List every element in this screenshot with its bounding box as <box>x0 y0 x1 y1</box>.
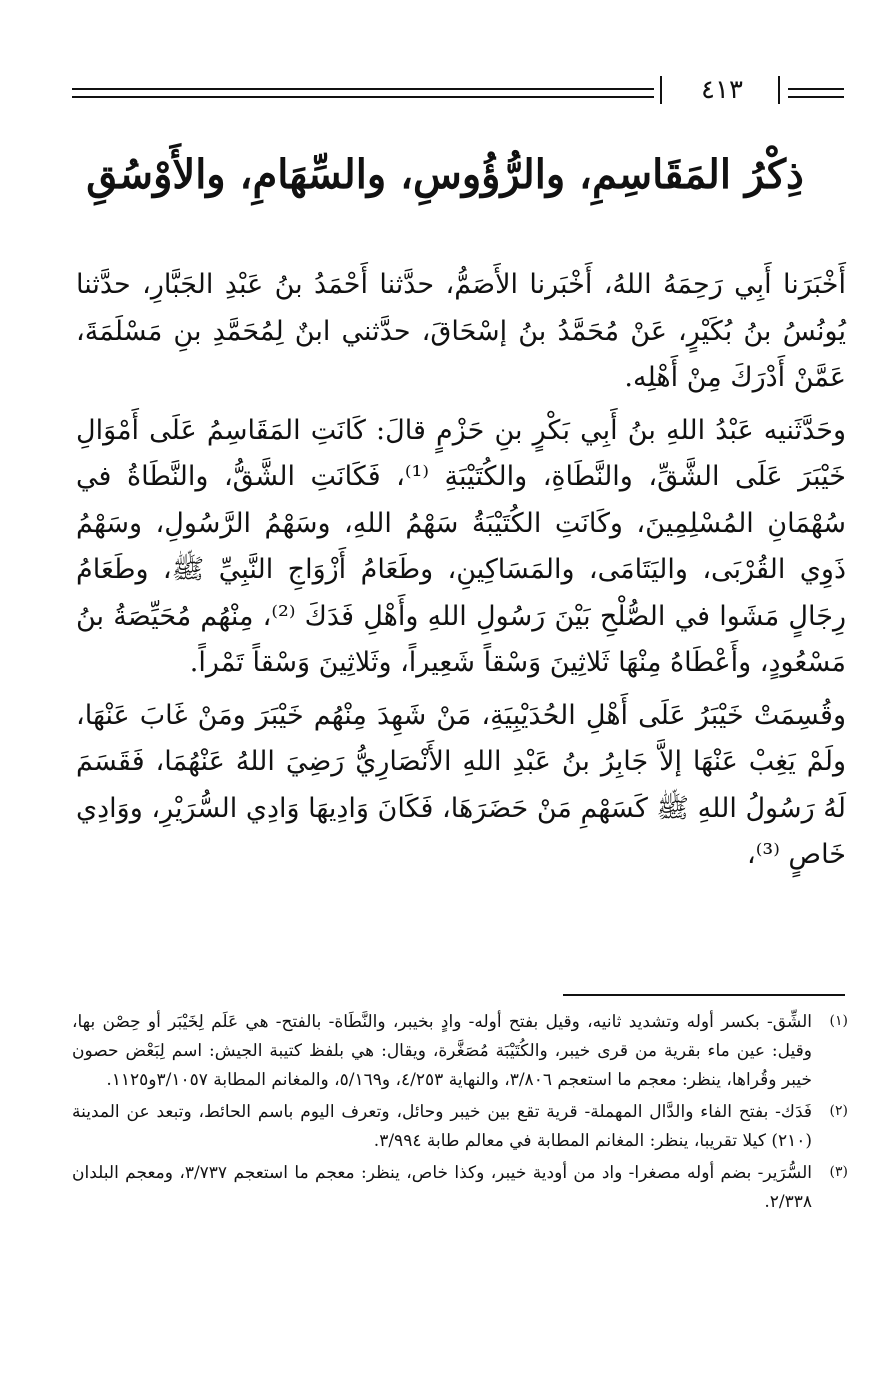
paragraph: وحَدَّثَنيه عَبْدُ اللهِ بنُ أَبِي بَكْرٍ بنِ حَزْمٍ قالَ: كَانَتِ المَقَاسِمُ عَلَى أَمْوَالِ خَيْبَرَ عَلَى الشَّقِّ، والنَّطَاةِ، والكُتَيْبَةِ ⁽¹⁾، فَكَانَتِ الشَّقُّ، والنَّطَاةُ في سُهْمَانِ المُسْلِمِينَ، وكَانَتِ الكُتَيْبَةُ سَهْمُ اللهِ، وسَهْمُ الرَّسُولِ، وسَهْمُ ذَوِي القُرْبَى، واليَتَامَى، والمَسَاكِينِ، وطَعَامُ أَزْوَاجِ النَّبِيِّ ﷺ، وطَعَامُ رِجَالٍ مَشَوا في الصُّلْحِ بَيْنَ رَسُولِ اللهِ وأَهْلِ فَدَكَ ⁽²⁾، مِنْهُم مُحَيِّصَةُ بنُ مَسْعُودٍ، وأَعْطَاهُ مِنْهَا ثَلاثِينَ وَسْقاً شَعِيراً، وثَلاثِينَ وَسْقاً تَمْراً. <box>76 414 846 678</box>
footnote-marker: (٢) <box>829 1103 848 1119</box>
paragraph: أَخْبَرَنا أَبِي رَحِمَهُ اللهُ، أَخْبَرنا الأَصَمُّ، حدَّثنا أَحْمَدُ بنُ عَبْدِ الجَبَّارِ، حدَّثنا يُونُسُ بنُ بُكَيْرٍ، عَنْ مُحَمَّدُ بنُ إسْحَاقَ، حدَّثني ابنٌ لِمُحَمَّدِ بنِ مَسْلَمَةَ، عَمَّنْ أَدْرَكَ مِنْ أَهْلِه. <box>76 269 846 393</box>
header-rule-left <box>72 88 654 98</box>
footnotes <box>72 1008 848 1220</box>
chapter-title: ذِكْرُ المَقَاسِمِ، والرُّؤُوسِ، والسِّهَامِ، والأَوْسُقِ <box>86 151 804 198</box>
footnote-separator <box>563 994 845 996</box>
footnote-marker: (٣) <box>829 1164 848 1180</box>
paragraph: وقُسِمَتْ خَيْبَرُ عَلَى أَهْلِ الحُدَيْبِيَةِ، مَنْ شَهِدَ مِنْهُم خَيْبَرَ ومَنْ غَابَ عَنْهَا، ولَمْ يَغِبْ عَنْهَا إلاَّ جَابِرُ بنُ عَبْدِ اللهِ الأَنْصَارِيُّ رَضِيَ اللهُ عَنْهُمَا، فَقَسَمَ لَهُ رَسُولُ اللهِ ﷺ كَسَهْمِ مَنْ حَضَرَهَا، فَكَانَ وَادِيهَا وَادِي السُّرَيْرِ، ووَادِي خَاصٍ ⁽³⁾، <box>76 699 846 870</box>
main-text <box>76 262 846 885</box>
footnote-text: السُّرَير- بضم أوله مصغرا- واد من أودية خيبر، وكذا خاص، ينظر: معجم ما استعجم ٣/٧٣٧، ومعجم البلدان ٢/٣٣٨. <box>72 1163 812 1212</box>
page-number: ٤١٣ <box>701 75 743 105</box>
page-header <box>72 72 844 112</box>
header-rule-divider <box>778 76 780 104</box>
footnote <box>72 1008 848 1095</box>
footnote-marker: (١) <box>829 1013 848 1029</box>
header-rule-divider <box>660 76 662 104</box>
footnote <box>72 1159 848 1217</box>
footnote-text: فَدَك- بفتح الفاء والدَّال المهملة- قرية تقع بين خيبر وحائل، وتعرف اليوم باسم الحائط، وتبعد عن المدينة (٢١٠) كيلا تقريبا، ينظر: المغانم المطابة في معالم طابة ٣/٩٩٤. <box>72 1102 812 1151</box>
footnote <box>72 1098 848 1156</box>
header-rule-right <box>788 88 844 98</box>
footnote-text: الشِّق- بكسر أوله وتشديد ثانيه، وقيل بفتح أوله- وادٍ بخيبر، والنَّطَاة- بالفتح- هي عَلَم لِخَيْبَر أو حِصْن بها، وقيل: عين ماء بقرية من قرى خيبر، والكُتَيْبَة مُصَغَّرة، ويقال: هي بلفظ كتيبة الجيش: اسم لِبَعْض حصون خيبر وقُراها، ينظر: معجم ما استعجم ٣/٨٠٦، والنهاية ٤/٢٥٣، و٥/١٦٩، والمغانم المطابة ٣/١٠٥٧و١١٢٥. <box>72 1012 812 1090</box>
